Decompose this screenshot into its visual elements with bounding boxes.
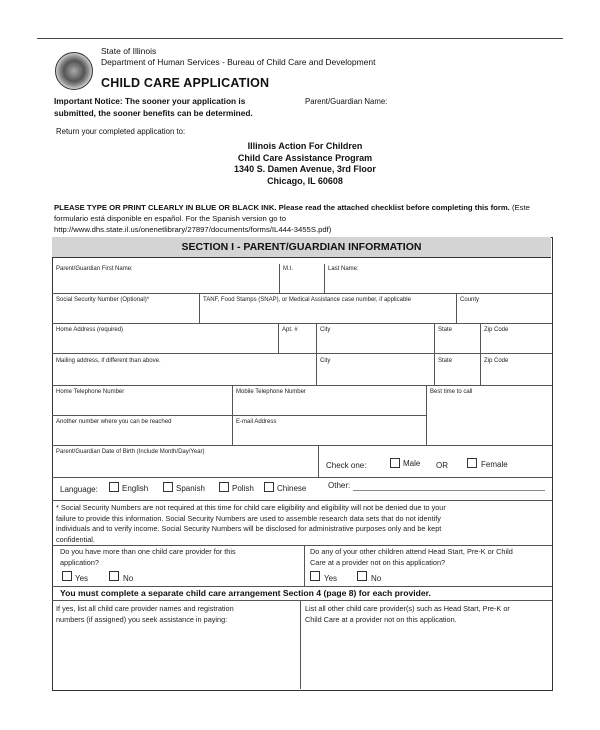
col-divider: [232, 385, 233, 445]
instructions-spanish: (Este formulario está disponible en español. For the Spanish version go to: [54, 203, 530, 223]
row-divider: [52, 586, 552, 587]
col-divider: [456, 293, 457, 323]
instruction-line: If yes, list all child care provider names and registration: [56, 604, 234, 613]
notice-line-1: Important Notice: The sooner your application is: [54, 96, 246, 106]
col-divider: [318, 445, 319, 477]
home-city-field[interactable]: City: [320, 327, 331, 333]
language-label: Language:: [60, 485, 98, 494]
spanish-checkbox[interactable]: [163, 482, 173, 492]
row-divider: [52, 385, 552, 386]
row-divider: [52, 323, 552, 324]
address-line-3: 1340 S. Damen Avenue, 3rd Floor: [234, 164, 376, 174]
home-zip-field[interactable]: Zip Code: [484, 327, 509, 333]
question-line: application?: [60, 557, 99, 567]
col-divider: [304, 545, 305, 586]
page-title: CHILD CARE APPLICATION: [101, 76, 270, 90]
male-checkbox[interactable]: [390, 458, 400, 468]
instruction-line: List all other child care provider(s) such as Head Start, Pre-K or: [305, 604, 510, 613]
separate-arrangement-notice: You must complete a separate child care arrangement Section 4 (page 8) for each provider.: [60, 588, 431, 598]
home-phone-field[interactable]: Home Telephone Number: [56, 389, 125, 395]
home-address-field[interactable]: Home Address (required): [56, 327, 124, 333]
ssn-note: [56, 503, 548, 545]
question-line: Do any of your other children attend Head Start, Pre-K or Child: [310, 547, 513, 556]
home-state-field[interactable]: State: [438, 327, 453, 333]
q2-yes-label: Yes: [324, 574, 338, 583]
mailing-state-field[interactable]: State: [438, 358, 453, 364]
mailing-zip-field[interactable]: Zip Code: [484, 358, 509, 364]
row-divider: [52, 545, 552, 546]
col-divider: [434, 323, 435, 385]
return-to-label: Return your completed application to:: [56, 127, 186, 136]
important-notice: [54, 95, 253, 119]
q2-no-checkbox[interactable]: [357, 571, 367, 581]
multiple-providers-question: [60, 547, 236, 568]
col-divider: [279, 264, 280, 293]
gender-check-one-label: Check one:: [326, 461, 367, 470]
question-line: Care at a provider not on this application?: [310, 557, 446, 567]
q1-yes-checkbox[interactable]: [62, 571, 72, 581]
female-checkbox[interactable]: [467, 458, 477, 468]
ssn-field[interactable]: Social Security Number (Optional)*: [56, 297, 150, 303]
q2-no-label: No: [371, 574, 382, 583]
section1-header: SECTION I - PARENT/GUARDIAN INFORMATION: [52, 237, 551, 258]
col-divider: [316, 323, 317, 385]
address-line-4: Chicago, IL 60608: [267, 175, 343, 186]
spanish-form-link[interactable]: http://www.dhs.state.il.us/onenetlibrary/27897/documents/forms/IL444-3455S.pdf): [54, 225, 332, 234]
row-divider: [52, 353, 552, 354]
instruction-line: numbers (if assigned) you seek assistance in paying:: [56, 614, 228, 624]
col-divider: [324, 264, 325, 293]
ssn-note-line: * Social Security Numbers are not required at this time for child care eligibility and eligibility will not be denied due to your: [56, 503, 446, 512]
parent-guardian-name-label: Parent/Guardian Name:: [305, 97, 388, 106]
mailing-address-block: [200, 141, 410, 187]
mailing-address-field[interactable]: Mailing address, if different than above.: [56, 358, 161, 364]
other-children-question: [310, 547, 513, 568]
row-divider: [52, 293, 552, 294]
english-checkbox[interactable]: [109, 482, 119, 492]
other-phone-field[interactable]: Another number where you can be reached: [56, 419, 172, 425]
row-divider: [52, 445, 552, 446]
english-label: English: [122, 484, 149, 493]
address-line-1: Illinois Action For Children: [247, 141, 363, 151]
other-language-underline: [353, 490, 545, 491]
state-name: State of Illinois: [101, 46, 157, 56]
ssn-note-line: failure to provide this information. Social Security Numbers are used to assemble research data sets that do not identify: [56, 513, 441, 523]
instructions: [54, 202, 550, 235]
instructions-bold: PLEASE TYPE OR PRINT CLEARLY IN BLUE OR BLACK INK. Please read the attached checklist before completing this form.: [54, 203, 510, 212]
last-name-field[interactable]: Last Name:: [328, 266, 359, 272]
q1-no-checkbox[interactable]: [109, 571, 119, 581]
other-language-field[interactable]: Other:: [328, 481, 351, 490]
female-label: Female: [481, 460, 508, 469]
col-divider: [480, 323, 481, 385]
department-name: Department of Human Services - Bureau of Child Care and Development: [101, 57, 376, 67]
col-divider: [426, 385, 427, 445]
question-line: Do you have more than one child care provider for this: [60, 547, 236, 556]
best-time-field[interactable]: Best time to call: [430, 389, 473, 395]
ssn-note-line: individuals and to verify income. Social Security Numbers will be disclosed for administrative purposes only and be kept: [56, 524, 442, 533]
chinese-checkbox[interactable]: [264, 482, 274, 492]
email-field[interactable]: E-mail Address: [236, 419, 277, 425]
apt-field[interactable]: Apt. #: [282, 327, 298, 333]
state-seal-icon: [55, 52, 93, 90]
col-divider: [278, 323, 279, 353]
other-provider-list-instructions[interactable]: [305, 604, 510, 625]
tanf-case-number-field[interactable]: TANF, Food Stamps (SNAP), or Medical Assistance case number, if applicable: [203, 297, 411, 303]
polish-checkbox[interactable]: [219, 482, 229, 492]
col-divider: [300, 600, 301, 689]
notice-line-2: submitted, the sooner benefits can be determined.: [54, 108, 253, 118]
header-rule: [37, 38, 563, 39]
address-line-2: Child Care Assistance Program: [237, 152, 373, 163]
county-field[interactable]: County: [460, 297, 480, 303]
instruction-line: Child Care at a provider not on this application.: [305, 614, 457, 624]
q1-yes-label: Yes: [75, 574, 89, 583]
q2-yes-checkbox[interactable]: [310, 571, 320, 581]
row-divider: [52, 477, 552, 478]
row-divider: [52, 415, 426, 416]
row-divider: [52, 500, 552, 501]
row-divider: [52, 600, 552, 601]
spanish-label: Spanish: [176, 484, 205, 493]
header-agency: [101, 46, 376, 68]
mailing-city-field[interactable]: City: [320, 358, 331, 364]
provider-list-instructions[interactable]: [56, 604, 234, 625]
dob-field[interactable]: Parent/Guardian Date of Birth (Include Month/Day/Year): [56, 449, 205, 455]
male-label: Male: [403, 459, 421, 468]
chinese-label: Chinese: [277, 484, 307, 493]
or-label: OR: [436, 461, 448, 470]
q1-no-label: No: [123, 574, 134, 583]
col-divider: [199, 293, 200, 323]
ssn-note-line: confidential.: [56, 534, 95, 544]
polish-label: Polish: [232, 484, 254, 493]
middle-initial-field[interactable]: M.I.: [283, 266, 293, 272]
mobile-phone-field[interactable]: Mobile Telephone Number: [236, 389, 306, 395]
first-name-field[interactable]: Parent/Guardian First Name:: [56, 266, 133, 272]
